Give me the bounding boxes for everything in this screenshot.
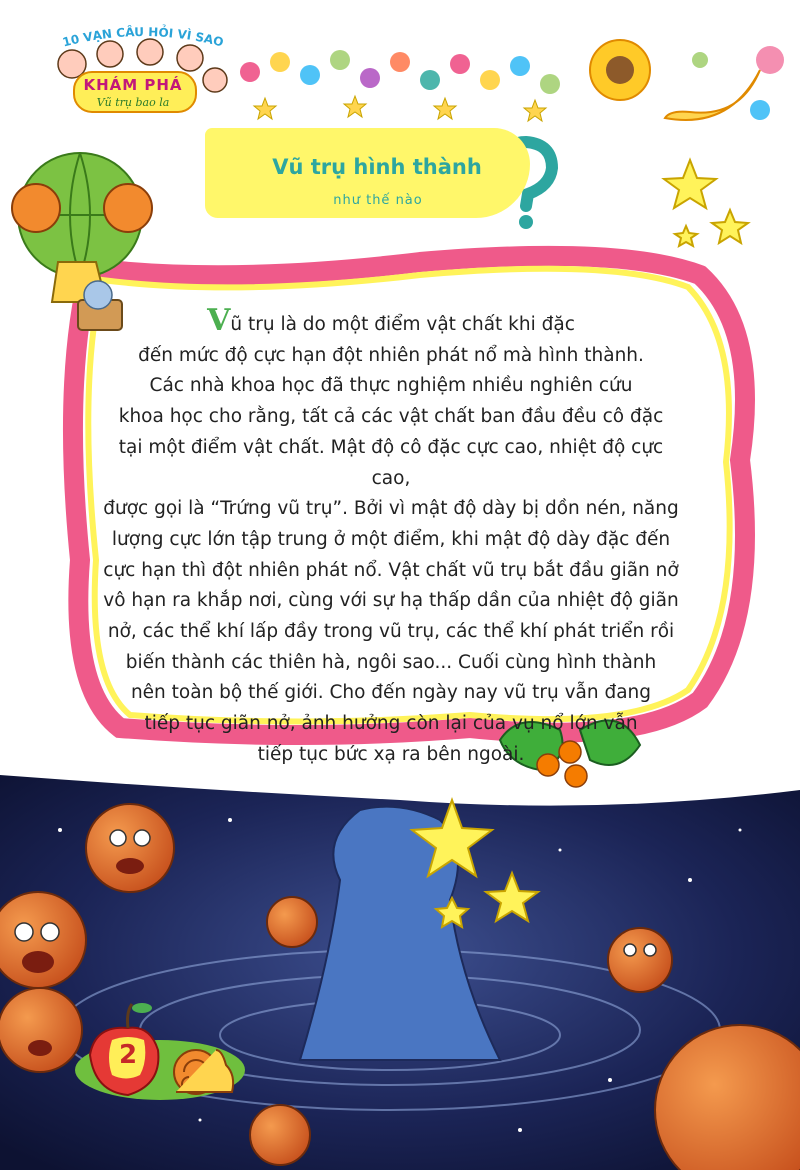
sunflower-icon <box>590 40 650 100</box>
dropcap-letter: V <box>207 303 231 338</box>
body-line: nên toàn bộ thế giới. Cho đến ngày nay vũ trụ vẫn đang <box>130 682 652 704</box>
title-stars <box>664 160 748 246</box>
crescent-moon-icon <box>665 70 760 120</box>
body-line: biến thành các thiên hà, ngôi sao... Cuối cùng hình thành <box>125 651 657 673</box>
body-line: vô hạn ra khắp nơi, cùng với sự hạ thấp dần của nhiệt độ giãn <box>103 590 679 612</box>
body-line: được gọi là “Trứng vũ trụ”. Bởi vì mật độ dày bị dồn nén, năng <box>103 498 679 520</box>
body-line: cực hạn thì đột nhiên phát nổ. Vật chất vũ trụ bắt đầu giãn nở <box>103 559 679 581</box>
body-line: tiếp tục giãn nở, ảnh hưởng còn lại của vụ nổ lớn vẫn <box>144 713 638 735</box>
body-line: Các nhà khoa học đã thực nghiệm nhiều nghiên cứu <box>149 375 633 397</box>
article-body <box>100 303 682 771</box>
header-stars <box>254 96 546 121</box>
body-line: đến mức độ cực hạn đột nhiên phát nổ mà hình thành. <box>138 344 644 366</box>
body-line: tại một điểm vật chất. Mật độ cô đặc cực cao, nhiệt độ cực cao, <box>118 436 664 489</box>
article-title: Vũ trụ hình thành <box>272 155 482 179</box>
header-flowers <box>692 46 784 120</box>
series-title <box>48 22 238 52</box>
header-balloons <box>240 50 560 94</box>
page-number: 2 <box>118 1040 138 1070</box>
body-line: tiếp tục bức xạ ra bên ngoài. <box>257 743 525 765</box>
body-line: ũ trụ là do một điểm vật chất khi đặc <box>230 314 575 335</box>
body-line: khoa học cho rằng, tất cả các vật chất ban đầu đều cô đặc <box>118 406 664 428</box>
body-line: nở, các thể khí lấp đầy trong vũ trụ, các thể khí phát triển rồi <box>107 621 675 643</box>
svg-text:10 VẠN CÂU HỎI VÌ SAO: 10 VẠN CÂU HỎI VÌ SAO <box>61 24 225 50</box>
article-subtitle: như thế nào <box>333 193 423 208</box>
logo-subtitle: Vũ trụ bao la <box>96 96 170 109</box>
logo-title: KHÁM PHÁ <box>83 76 183 94</box>
body-line: lượng cực lớn tập trung ở một điểm, khi mật độ dày đặc đến <box>111 528 671 550</box>
